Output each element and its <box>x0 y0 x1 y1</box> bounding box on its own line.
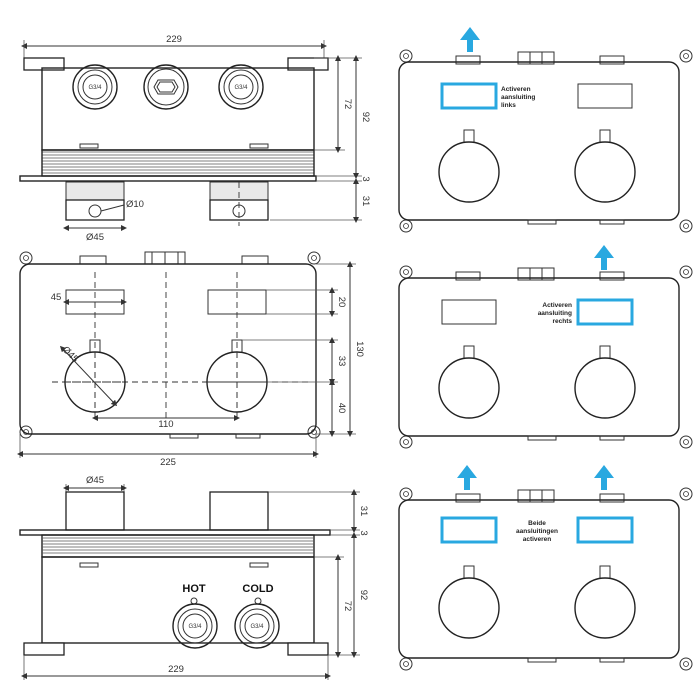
top-nut <box>144 65 188 109</box>
top-gap-dim: 3 <box>360 176 371 182</box>
svg-text:rechts: rechts <box>552 318 572 325</box>
front-window-height-dim: 20 <box>336 296 347 308</box>
top-plate <box>20 176 316 181</box>
svg-text:G3/4: G3/4 <box>250 624 264 630</box>
svg-text:Activeren: Activeren <box>542 302 572 309</box>
front-center-distance-dim: 110 <box>158 419 174 430</box>
top-body <box>42 68 314 150</box>
svg-text:G3/4: G3/4 <box>188 624 202 630</box>
panel1-window-right <box>578 84 632 108</box>
svg-text:G3/4: G3/4 <box>88 85 102 91</box>
bottom-spindle-dim: Ø45 <box>86 475 104 486</box>
front-view <box>20 252 365 468</box>
panel3-arrow-right <box>594 465 614 490</box>
svg-text:G3/4: G3/4 <box>234 85 248 91</box>
bottom-view <box>20 475 369 680</box>
front-width-dim: 225 <box>160 457 176 468</box>
panel1-arrow-left <box>460 27 480 52</box>
top-view <box>20 34 371 243</box>
front-knob-dim: Ø45 <box>59 344 81 365</box>
top-port-right <box>219 65 263 109</box>
bottom-plate <box>20 530 330 535</box>
bottom-port-cold <box>235 604 279 648</box>
panel-activate-both <box>399 465 692 670</box>
panel-activate-left <box>399 27 692 232</box>
cold-label: COLD <box>242 583 274 595</box>
bottom-spindle-len-dim: 31 <box>358 505 369 517</box>
svg-text:aansluiting: aansluiting <box>501 94 536 101</box>
bottom-width-dim: 229 <box>168 664 184 675</box>
top-spindle-dim: Ø45 <box>86 232 104 243</box>
front-knob-offset-dim: 33 <box>336 355 347 367</box>
panel1-window-left <box>442 84 496 108</box>
svg-text:aansluitingen: aansluitingen <box>516 528 558 535</box>
top-hole-dim: Ø10 <box>126 199 144 210</box>
svg-text:Beide: Beide <box>528 520 546 527</box>
svg-text:links: links <box>501 102 516 109</box>
front-bottom-offset-dim: 40 <box>336 402 347 414</box>
front-height-dim: 130 <box>354 341 365 357</box>
hot-label: HOT <box>182 583 206 595</box>
top-port-left <box>73 65 117 109</box>
top-body-height-dim: 72 <box>342 98 353 110</box>
top-width-dim: 229 <box>166 34 182 45</box>
panel3-window-right <box>578 518 632 542</box>
panel2-window-right <box>578 300 632 324</box>
svg-text:Activeren: Activeren <box>501 86 531 93</box>
svg-text:aansluiting: aansluiting <box>537 310 572 317</box>
bottom-port-hot <box>173 604 217 648</box>
front-window-width-dim: 45 <box>50 292 62 303</box>
panel2-window-left <box>442 300 496 324</box>
panel3-arrow-left <box>457 465 477 490</box>
panel2-arrow-right <box>594 245 614 270</box>
top-spindle-len-dim: 31 <box>360 195 371 207</box>
panel3-window-left <box>442 518 496 542</box>
svg-text:activeren: activeren <box>522 536 552 543</box>
panel-activate-right <box>399 245 692 448</box>
bottom-gap-dim: 3 <box>358 530 369 536</box>
bottom-total-height-dim: 92 <box>358 589 369 601</box>
top-total-height-dim: 92 <box>360 111 371 123</box>
bottom-body-height-dim: 72 <box>342 600 353 612</box>
